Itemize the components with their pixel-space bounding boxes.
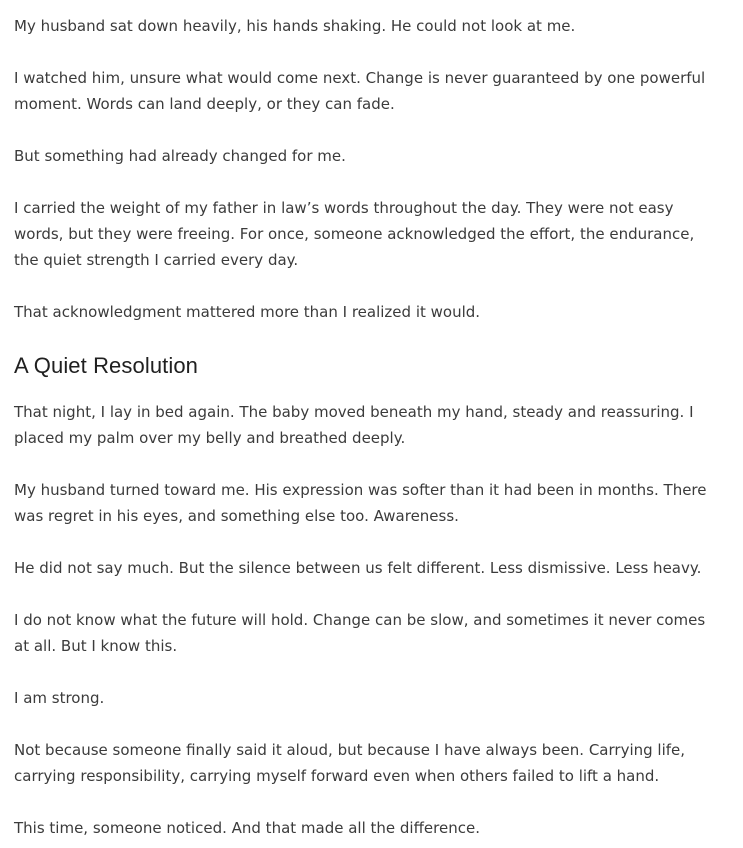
paragraph: I carried the weight of my father in law’s words throughout the day. They were not easy words, but they were freeing. For once, someone acknowledged the effort, the endurance, the quiet strength I carried every day. — [14, 199, 695, 269]
paragraph: This time, someone noticed. And that made all the difference. — [14, 819, 480, 837]
paragraph: Not because someone finally said it aloud, but because I have always been. Carrying life, carrying responsibility, carrying myself forward even when others failed to lift a hand. — [14, 741, 686, 785]
paragraph: I am strong. — [14, 689, 105, 707]
paragraph: He did not say much. But the silence between us felt different. Less dismissive. Less heavy. — [14, 559, 702, 577]
paragraph: But something had already changed for me. — [14, 147, 346, 165]
paragraph: I watched him, unsure what would come next. Change is never guaranteed by one powerful moment. Words can land deeply, or they can fade. — [14, 69, 706, 113]
paragraph: My husband turned toward me. His expression was softer than it had been in months. There was regret in his eyes, and something else too. Awareness. — [14, 481, 707, 525]
paragraph: I do not know what the future will hold. Change can be slow, and sometimes it never comes at all. But I know this. — [14, 611, 706, 655]
paragraph: That acknowledgment mattered more than I realized it would. — [14, 303, 481, 321]
section-heading: A Quiet Resolution — [14, 353, 199, 378]
paragraph: That night, I lay in bed again. The baby moved beneath my hand, steady and reassuring. I placed my palm over my belly and breathed deeply. — [14, 403, 694, 447]
paragraph: My husband sat down heavily, his hands shaking. He could not look at me. — [14, 17, 576, 35]
